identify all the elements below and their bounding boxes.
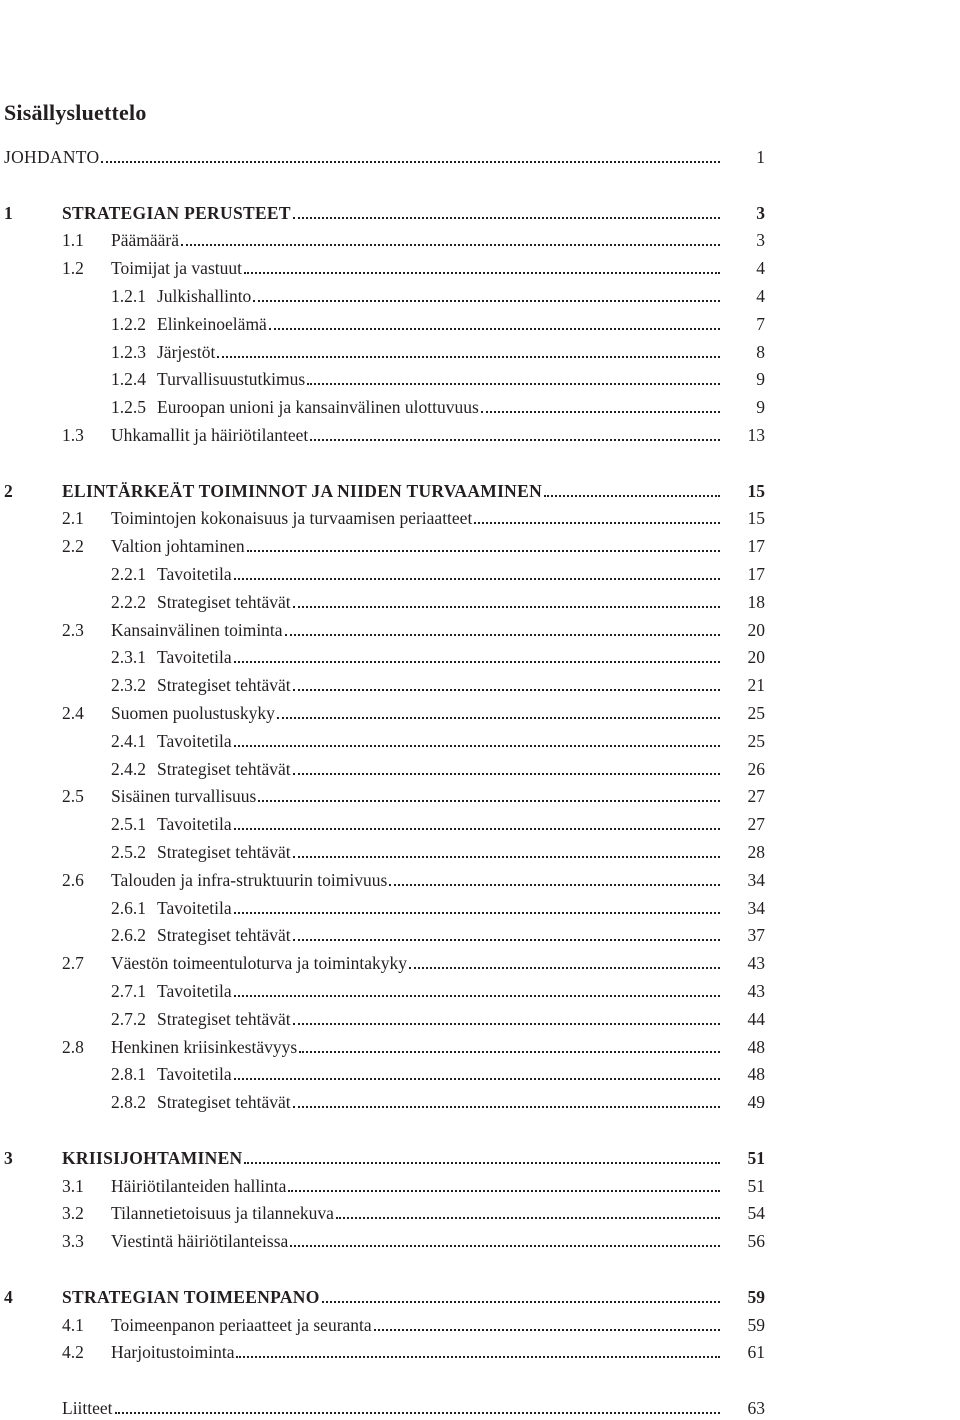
toc-entry-number: 2.2.2 bbox=[111, 591, 146, 612]
dot-leader bbox=[293, 773, 720, 775]
dot-leader bbox=[293, 856, 720, 858]
toc-entry bbox=[0, 312, 960, 336]
toc-entry-number: 3.1 bbox=[62, 1175, 84, 1196]
dot-leader bbox=[234, 828, 720, 830]
toc-entry-title: Tavoitetila bbox=[157, 1064, 232, 1085]
toc-entry-number: 1.2.4 bbox=[111, 369, 146, 390]
toc-entry-number: 2.8 bbox=[62, 1036, 84, 1057]
toc-entry bbox=[0, 896, 960, 920]
dot-leader bbox=[481, 411, 720, 413]
toc-entry-number: 4.2 bbox=[62, 1342, 84, 1363]
toc-entry-page: 25 bbox=[747, 730, 765, 751]
dot-leader bbox=[285, 634, 720, 636]
toc-entry bbox=[0, 395, 960, 419]
toc-entry-number: 2.3.1 bbox=[111, 647, 146, 668]
toc-entry bbox=[0, 367, 960, 391]
toc-entry-page: 49 bbox=[747, 1092, 765, 1113]
dot-leader bbox=[293, 1106, 720, 1108]
dot-leader bbox=[181, 244, 720, 246]
toc-entry-page: 51 bbox=[747, 1175, 765, 1196]
toc-entry-title: Viestintä häiriötilanteissa bbox=[111, 1231, 289, 1252]
toc-entry-number: 2.3 bbox=[62, 619, 84, 640]
toc-entry-title: STRATEGIAN PERUSTEET bbox=[62, 202, 291, 223]
toc-entry-page: 1 bbox=[756, 147, 765, 167]
toc-entry-page: 9 bbox=[756, 369, 765, 390]
dot-leader bbox=[336, 1217, 720, 1219]
toc-entry bbox=[0, 729, 960, 753]
toc-entry bbox=[0, 951, 960, 975]
dot-leader bbox=[293, 939, 720, 941]
toc-entry-page: 15 bbox=[747, 508, 765, 529]
dot-leader bbox=[474, 522, 720, 524]
toc-entry-title: Liitteet bbox=[62, 1398, 113, 1418]
toc-entry bbox=[0, 423, 960, 447]
toc-entry-title: Toimintojen kokonaisuus ja turvaamisen periaatteet bbox=[111, 508, 473, 529]
toc-entry-number: 2.5.2 bbox=[111, 842, 146, 862]
toc-entry-page: 28 bbox=[747, 842, 765, 862]
toc-entry-title: Turvallisuustutkimus bbox=[157, 369, 306, 390]
toc-entry bbox=[0, 590, 960, 614]
dot-leader bbox=[253, 300, 720, 302]
toc-entry-page: 13 bbox=[747, 425, 765, 445]
toc-entry-title: Järjestöt bbox=[157, 341, 216, 362]
dot-leader bbox=[288, 1190, 720, 1192]
dot-leader bbox=[307, 383, 720, 385]
toc-entry-title: Strategiset tehtävät bbox=[157, 842, 291, 862]
toc-entry-title: Kansainvälinen toiminta bbox=[111, 619, 283, 640]
toc-entry-page: 20 bbox=[747, 619, 765, 640]
dot-leader bbox=[236, 1356, 720, 1358]
toc-entry bbox=[0, 1062, 960, 1086]
dot-leader bbox=[409, 967, 720, 969]
toc-entry bbox=[0, 1340, 960, 1364]
toc-entry-title: Toimijat ja vastuut bbox=[111, 258, 242, 279]
toc-entry-page: 59 bbox=[747, 1286, 765, 1307]
toc-entry bbox=[0, 506, 960, 530]
toc-entry-number: 2.7.2 bbox=[111, 1008, 146, 1029]
dot-leader bbox=[234, 745, 720, 747]
dot-leader bbox=[290, 1245, 720, 1247]
toc-entry-title: Henkinen kriisinkestävyys bbox=[111, 1036, 298, 1057]
toc-entry-title: Strategiset tehtävät bbox=[157, 675, 291, 696]
toc-entry-page: 4 bbox=[756, 286, 765, 306]
dot-leader bbox=[389, 884, 720, 886]
toc-entry-title: Talouden ja infra-struktuurin toimivuus bbox=[111, 869, 388, 890]
dot-leader bbox=[374, 1329, 720, 1331]
dot-leader bbox=[234, 661, 720, 663]
toc-entry-number: 1 bbox=[4, 202, 13, 223]
dot-leader bbox=[293, 606, 720, 608]
toc-entry bbox=[0, 1090, 960, 1114]
dot-leader bbox=[217, 356, 720, 358]
toc-entry-title: Sisäinen turvallisuus bbox=[111, 786, 257, 807]
dot-leader bbox=[322, 1301, 720, 1303]
toc-entry-page: 27 bbox=[747, 786, 765, 807]
toc-entry bbox=[0, 534, 960, 558]
toc-entry bbox=[0, 145, 960, 169]
dot-leader bbox=[244, 272, 720, 274]
toc-entry-page: 3 bbox=[756, 202, 765, 223]
dot-leader bbox=[544, 495, 720, 497]
dot-leader bbox=[269, 328, 720, 330]
toc-entry-title: JOHDANTO bbox=[4, 147, 100, 167]
toc-entry-page: 25 bbox=[747, 703, 765, 723]
toc-entry-title: Tavoitetila bbox=[157, 814, 232, 835]
toc-entry bbox=[0, 979, 960, 1003]
toc-entry-title: Suomen puolustuskyky bbox=[111, 703, 275, 723]
toc-entry-title: KRIISIJOHTAMINEN bbox=[62, 1147, 243, 1168]
toc-entry-title: Tavoitetila bbox=[157, 730, 232, 751]
toc-entry-page: 48 bbox=[747, 1036, 765, 1057]
toc-entry bbox=[0, 1146, 960, 1170]
toc-entry bbox=[0, 701, 960, 725]
toc-entry-title: Euroopan unioni ja kansainvälinen ulottuvuus bbox=[157, 397, 479, 418]
toc-entry-number: 2.3.2 bbox=[111, 675, 146, 696]
toc-entry-number: 2.6.2 bbox=[111, 925, 146, 946]
toc-entry-number: 2.6 bbox=[62, 869, 84, 890]
toc-entry-number: 2.5 bbox=[62, 786, 84, 807]
toc-entry-page: 8 bbox=[756, 341, 765, 362]
toc-entry bbox=[0, 868, 960, 892]
toc-entry-title: Häiriötilanteiden hallinta bbox=[111, 1175, 287, 1196]
toc-entry-page: 51 bbox=[747, 1147, 765, 1168]
toc-entry bbox=[0, 1201, 960, 1225]
page-title: Sisällysluettelo bbox=[4, 100, 147, 125]
toc-entry-page: 44 bbox=[747, 1008, 765, 1029]
dot-leader bbox=[258, 800, 720, 802]
toc-entry-page: 7 bbox=[756, 313, 765, 334]
toc-entry-title: Strategiset tehtävät bbox=[157, 591, 291, 612]
toc-entry-page: 17 bbox=[747, 564, 765, 584]
toc-entry-number: 2.2.1 bbox=[111, 564, 146, 584]
toc-entry-page: 37 bbox=[747, 925, 765, 946]
toc-entry-title: Strategiset tehtävät bbox=[157, 925, 291, 946]
toc-entry-page: 54 bbox=[747, 1203, 765, 1224]
toc-entry-page: 56 bbox=[747, 1231, 765, 1252]
toc-entry-page: 63 bbox=[747, 1398, 765, 1418]
toc-entry bbox=[0, 340, 960, 364]
toc-entry-title: Strategiset tehtävät bbox=[157, 1092, 291, 1113]
toc-entry-title: Päämäärä bbox=[111, 230, 180, 251]
toc-entry-number: 3.3 bbox=[62, 1231, 84, 1252]
toc-entry-title: Julkishallinto bbox=[157, 286, 252, 306]
toc-entry bbox=[0, 812, 960, 836]
dot-leader bbox=[234, 1078, 720, 1080]
toc-entry-number: 2 bbox=[4, 480, 13, 501]
toc-entry bbox=[0, 256, 960, 280]
toc-entry bbox=[0, 562, 960, 586]
toc-entry bbox=[0, 645, 960, 669]
toc-entry-number: 1.2.1 bbox=[111, 286, 146, 306]
dot-leader bbox=[234, 995, 720, 997]
toc-entry-title: STRATEGIAN TOIMEENPANO bbox=[62, 1286, 320, 1307]
toc-entry bbox=[0, 923, 960, 947]
toc-entry-page: 15 bbox=[747, 480, 765, 501]
toc-entry-title: Strategiset tehtävät bbox=[157, 1008, 291, 1029]
toc-entry-number: 1.2.3 bbox=[111, 341, 146, 362]
toc-entry-page: 48 bbox=[747, 1064, 765, 1085]
toc-entry-title: Tilannetietoisuus ja tilannekuva bbox=[111, 1203, 334, 1224]
toc-entry-page: 3 bbox=[756, 230, 765, 251]
toc-entry-title: Strategiset tehtävät bbox=[157, 758, 291, 779]
toc-entry-page: 20 bbox=[747, 647, 765, 668]
toc-entry bbox=[0, 784, 960, 808]
toc-entry-page: 21 bbox=[747, 675, 765, 696]
toc-entry-title: Tavoitetila bbox=[157, 647, 232, 668]
toc-entry-page: 61 bbox=[747, 1342, 765, 1363]
toc-entry-number: 4.1 bbox=[62, 1314, 84, 1335]
toc-entry-page: 34 bbox=[747, 897, 765, 918]
toc-entry-number: 1.1 bbox=[62, 230, 84, 251]
toc-entry-title: ELINTÄRKEÄT TOIMINNOT JA NIIDEN TURVAAMINEN bbox=[62, 480, 543, 501]
toc-entry bbox=[0, 479, 960, 503]
toc-entry bbox=[0, 618, 960, 642]
dot-leader bbox=[293, 217, 720, 219]
toc-entry-title: Uhkamallit ja häiriötilanteet bbox=[111, 425, 309, 445]
dot-leader bbox=[234, 912, 720, 914]
dot-leader bbox=[293, 689, 720, 691]
toc-entry-title: Tavoitetila bbox=[157, 564, 232, 584]
toc-entry bbox=[0, 1313, 960, 1337]
toc-entry-page: 43 bbox=[747, 953, 765, 974]
toc-entry-page: 27 bbox=[747, 814, 765, 835]
toc-entry-number: 2.5.1 bbox=[111, 814, 146, 835]
toc-entry-number: 2.4 bbox=[62, 703, 84, 723]
toc-entry-title: Harjoitustoiminta bbox=[111, 1342, 235, 1363]
toc-entry bbox=[0, 1035, 960, 1059]
toc-entry-number: 2.2 bbox=[62, 536, 84, 557]
toc-entry bbox=[0, 201, 960, 225]
toc-entry-number: 1.2.2 bbox=[111, 313, 146, 334]
toc-entry-number: 2.4.1 bbox=[111, 730, 146, 751]
toc-entry-number: 2.8.1 bbox=[111, 1064, 146, 1085]
toc-entry bbox=[0, 284, 960, 308]
toc-entry-number: 4 bbox=[4, 1286, 13, 1307]
dot-leader bbox=[247, 550, 720, 552]
toc-entry-title: Tavoitetila bbox=[157, 981, 232, 1001]
toc-entry bbox=[0, 673, 960, 697]
dot-leader bbox=[115, 1412, 720, 1414]
toc-entry-title: Elinkeinoelämä bbox=[157, 313, 267, 334]
dot-leader bbox=[234, 578, 720, 580]
toc-entry-number: 2.6.1 bbox=[111, 897, 146, 918]
toc-entry-title: Valtion johtaminen bbox=[111, 536, 245, 557]
toc-entry-page: 43 bbox=[747, 981, 765, 1001]
toc-entry-number: 2.7.1 bbox=[111, 981, 146, 1001]
toc-entry-number: 2.8.2 bbox=[111, 1092, 146, 1113]
toc-entry-number: 1.2 bbox=[62, 258, 84, 279]
toc-entry bbox=[0, 1396, 960, 1420]
toc-entry bbox=[0, 757, 960, 781]
toc-entry bbox=[0, 1174, 960, 1198]
toc-entry-page: 34 bbox=[747, 869, 765, 890]
toc-entry-page: 9 bbox=[756, 397, 765, 418]
toc-entry-number: 1.3 bbox=[62, 425, 84, 445]
toc-entry-number: 2.1 bbox=[62, 508, 84, 529]
toc-entry bbox=[0, 1285, 960, 1309]
toc-entry-page: 4 bbox=[756, 258, 765, 279]
toc-entry-page: 17 bbox=[747, 536, 765, 557]
toc-entry-title: Toimeenpanon periaatteet ja seuranta bbox=[111, 1314, 372, 1335]
toc-entry bbox=[0, 840, 960, 864]
toc-entry bbox=[0, 228, 960, 252]
toc-entry-number: 3.2 bbox=[62, 1203, 84, 1224]
toc-entry-number: 2.7 bbox=[62, 953, 84, 974]
dot-leader bbox=[310, 439, 720, 441]
toc-entry-page: 18 bbox=[747, 591, 765, 612]
dot-leader bbox=[299, 1051, 720, 1053]
toc-entry-number: 1.2.5 bbox=[111, 397, 146, 418]
dot-leader bbox=[101, 161, 720, 163]
dot-leader bbox=[244, 1162, 720, 1164]
dot-leader bbox=[277, 717, 720, 719]
toc-entry bbox=[0, 1229, 960, 1253]
toc-entry-title: Tavoitetila bbox=[157, 897, 232, 918]
toc-entry bbox=[0, 1007, 960, 1031]
dot-leader bbox=[293, 1023, 720, 1025]
toc-entry-number: 2.4.2 bbox=[111, 758, 146, 779]
toc-entry-number: 3 bbox=[4, 1147, 13, 1168]
toc-entry-page: 59 bbox=[747, 1314, 765, 1335]
toc-entry-page: 26 bbox=[747, 758, 765, 779]
toc-entry-title: Väestön toimeentuloturva ja toimintakyky bbox=[111, 953, 407, 974]
